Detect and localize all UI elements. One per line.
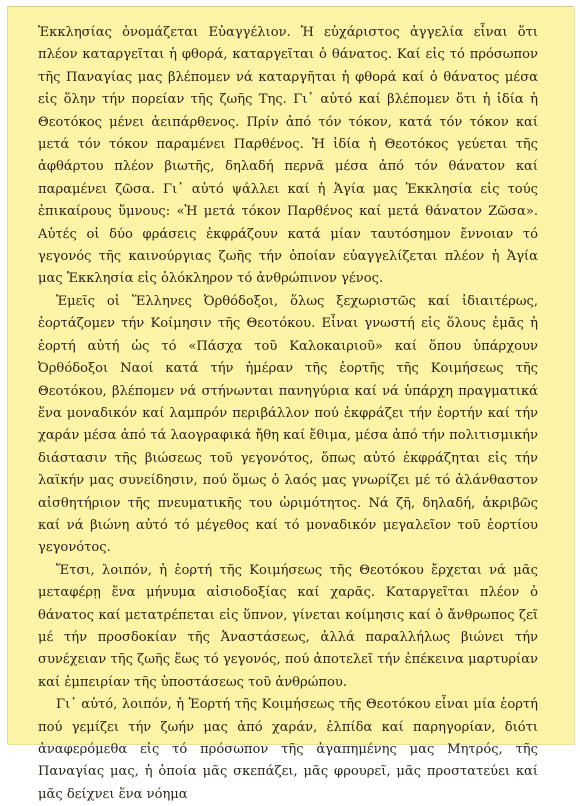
scanned-page bbox=[7, 6, 574, 802]
paragraph: Ἐμεῖς οἱ Ἕλληνες Ὀρθόδοξοι, ὅλως ξεχωριστῶς καί ἰδιαιτέρως, ἑορτάζομεν τήν Κοίμησιν τῆς Θεοτόκου. Εἶναι γνωστή εἰς ὅλους ἐμᾶς ἡ ἑορτή αὐτή ὡς τό «Πάσχα τοῦ Καλοκαιριοῦ» καί ὅπου ὑπάρχουν Ὀρθόδοξοι Ναοί κατά τήν ἡμέραν τῆς ἑορτῆς τῆς Κοιμήσεως τῆς Θεοτόκου, βλέπομεν νά στήνωνται πανηγύρια καί νά ὑπάρχη πραγματικά ἕνα μοναδικόν καί λαμπρόν περιβάλλον πού ἐκφράζει τήν ἑορτήν καί τήν χαράν μέσα ἀπό τά λαογραφικά ἤθη καί ἔθιμα, μέσα ἀπό τήν πολιτισμικήν διάστασιν τῆς βιώσεως τοῦ γεγονότος, ὅπως αὐτό ἐκφράζηται εἰς τήν λαϊκήν μας συνείδησιν, πού ὅμως ὁ λαός μας γνωρίζει μέ τό ἀλάνθαστον αἰσθητήριον τῆς πνευματικῆς του ὡριμότητος. Νά ζῆ, δηλαδή, ἀκριβῶς καί νά βιώνη αὐτό τό μέγεθος καί τό μοναδικόν μεγαλεῖον τοῦ ἑορτίου γεγονότος. bbox=[38, 293, 538, 556]
paragraph: Γι᾽ αὐτό, λοιπόν, ἡ Ἑορτή τῆς Κοιμήσεως τῆς Θεοτόκου εἶναι μία ἑορτή πού γεμίζει τήν ζωήν μας ἀπό χαράν, ἐλπίδα καί παρηγορίαν, διότι ἀναφερόμεθα εἰς τό πρόσωπον τῆς ἀγαπημένης μας Μητρός, τῆς Παναγίας μας, ἡ ὁποία μᾶς σκεπάζει, μᾶς φρουρεῖ, μᾶς προστατεύει καί μᾶς δείχνει ἕνα νόημα bbox=[38, 697, 538, 802]
body-text bbox=[38, 22, 538, 806]
paragraph: Ἐκκλησίας ὀνομάζεται Εὐαγγέλιον. Ἡ εὐχάριστος ἀγγελία εἶναι ὅτι πλέον καταργεῖται ἡ φθορά, καταργεῖται ὁ θάνατος. Καί εἰς τό πρόσωπον τῆς Παναγίας μας βλέπομεν νά καταργῆται ἡ φθορά καί ὁ θάνατος μέσα εἰς ὅλην τήν πορείαν τῆς ζωῆς Της. Γι᾽ αὐτό καί βλέπομεν ὅτι ἡ ἰδία ἡ Θεοτόκος μένει ἀειπάρθενος. Πρίν ἀπό τόν τόκον, κατά τόν τόκον καί μετά τόν τόκον παραμένει Παρθένος. Ἡ ἰδία ἡ Θεοτόκος γεύεται τῆς ἀφθάρτου πλέον βιωτῆς, δηλαδή περνᾶ μέσα ἀπό τόν θάνατον καί παραμένει ζῶσα. Γι᾽ αὐτό ψάλλει καί ἡ Ἁγία μας Ἐκκλησία εἰς τούς ἐπικαίρους ὕμνους: «Ἡ μετά τόκον Παρθένος καί μετά θάνατον Ζῶσα». Αὐτές οἱ δύο φράσεις ἐκφράζουν κατά μίαν ταυτόσημον ἔννοιαν τό γεγονός τῆς καινούργιας ζωῆς τήν ὁποίαν εὐαγγελίζεται πλέον ἡ Ἁγία μας Ἐκκλησία εἰς ὁλόκληρον τό ἀνθρώπινον γένος. bbox=[38, 25, 538, 287]
paragraph: Ἔτσι, λοιπόν, ἡ ἑορτή τῆς Κοιμήσεως τῆς Θεοτόκου ἔρχεται νά μᾶς μεταφέρῃ ἕνα μήνυμα αἰσιοδοξίας καί χαρᾶς. Καταργεῖται πλέον ὁ θάνατος καί μετατρέπεται εἰς ὕπνον, γίνεται κοίμησις καί ὁ ἄνθρωπος ζεῖ μέ τήν προσδοκίαν τῆς Ἀναστάσεως, ἀλλά παραλλήλως βιώνει τήν συνέχειαν τῆς ζωῆς ἕως τό γεγονός, πού ἀποτελεῖ τήν ἐπέκεινα μαρτυρίαν καί ἐμπειρίαν τῆς ὑποστάσεως τοῦ ἀνθρώπου. bbox=[38, 562, 538, 690]
